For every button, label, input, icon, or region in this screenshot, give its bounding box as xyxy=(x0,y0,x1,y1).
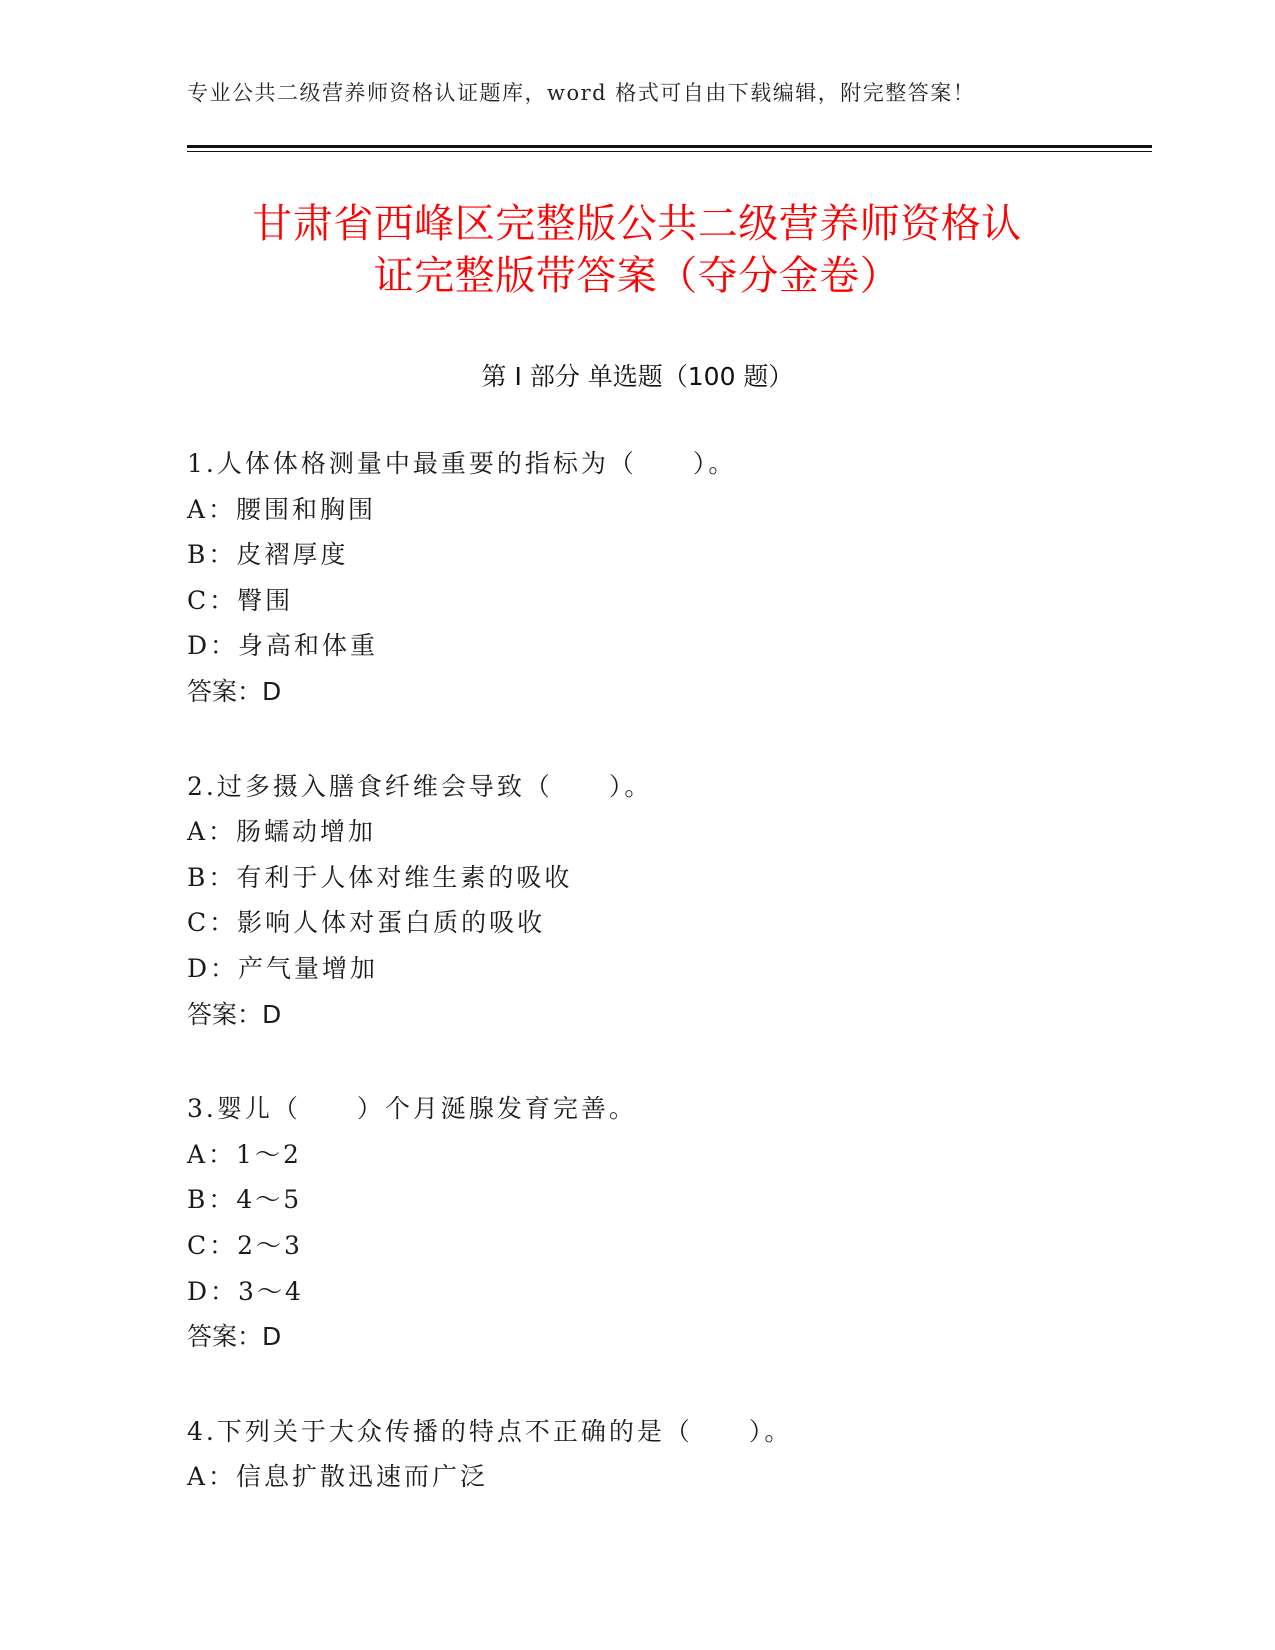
option-a: A：信息扩散迅速而广泛 xyxy=(187,1462,489,1492)
option-d: D：产气量增加 xyxy=(187,953,379,983)
option-b: B：有利于人体对维生素的吸收 xyxy=(187,862,573,892)
document-title-line-2: 证完整版带答案（夺分金卷） xyxy=(373,253,901,299)
option-c: C：影响人体对蛋白质的吸收 xyxy=(187,908,546,938)
document-title-line-1: 甘肃省西峰区完整版公共二级营养师资格认 xyxy=(252,201,1022,247)
header-rule-thin xyxy=(187,151,1152,152)
option-d: D：3～4 xyxy=(187,1276,304,1306)
question-4 xyxy=(187,1409,1147,1500)
answer: 答案：D xyxy=(187,1322,282,1352)
option-d: D：身高和体重 xyxy=(187,631,379,661)
option-a: A：肠蠕动增加 xyxy=(187,817,377,847)
question-stem: 4.下列关于大众传播的特点不正确的是（ ）。 xyxy=(187,1416,793,1446)
question-list xyxy=(187,441,1147,1549)
header-rule-thick xyxy=(187,145,1152,148)
answer: 答案：D xyxy=(187,999,282,1029)
question-2 xyxy=(187,764,1147,1038)
header-note: 专业公共二级营养师资格认证题库，word 格式可自由下载编辑，附完整答案！ xyxy=(187,81,976,105)
option-a: A：腰围和胸围 xyxy=(187,494,377,524)
question-1 xyxy=(187,441,1147,715)
question-3 xyxy=(187,1086,1147,1360)
option-b: B：皮褶厚度 xyxy=(187,540,349,570)
option-b: B：4～5 xyxy=(187,1185,303,1215)
section-heading: 第 I 部分 单选题（100 题） xyxy=(481,362,794,391)
answer: 答案：D xyxy=(187,676,282,706)
question-stem: 2.过多摄入膳食纤维会导致（ ）。 xyxy=(187,771,653,801)
document-title xyxy=(187,198,1087,302)
question-stem: 3.婴儿（ ）个月涎腺发育完善。 xyxy=(187,1094,637,1124)
option-a: A：1～2 xyxy=(187,1139,302,1169)
option-c: C：臀围 xyxy=(187,585,294,615)
question-stem: 1.人体体格测量中最重要的指标为（ ）。 xyxy=(187,449,737,478)
option-c: C：2～3 xyxy=(187,1230,303,1260)
